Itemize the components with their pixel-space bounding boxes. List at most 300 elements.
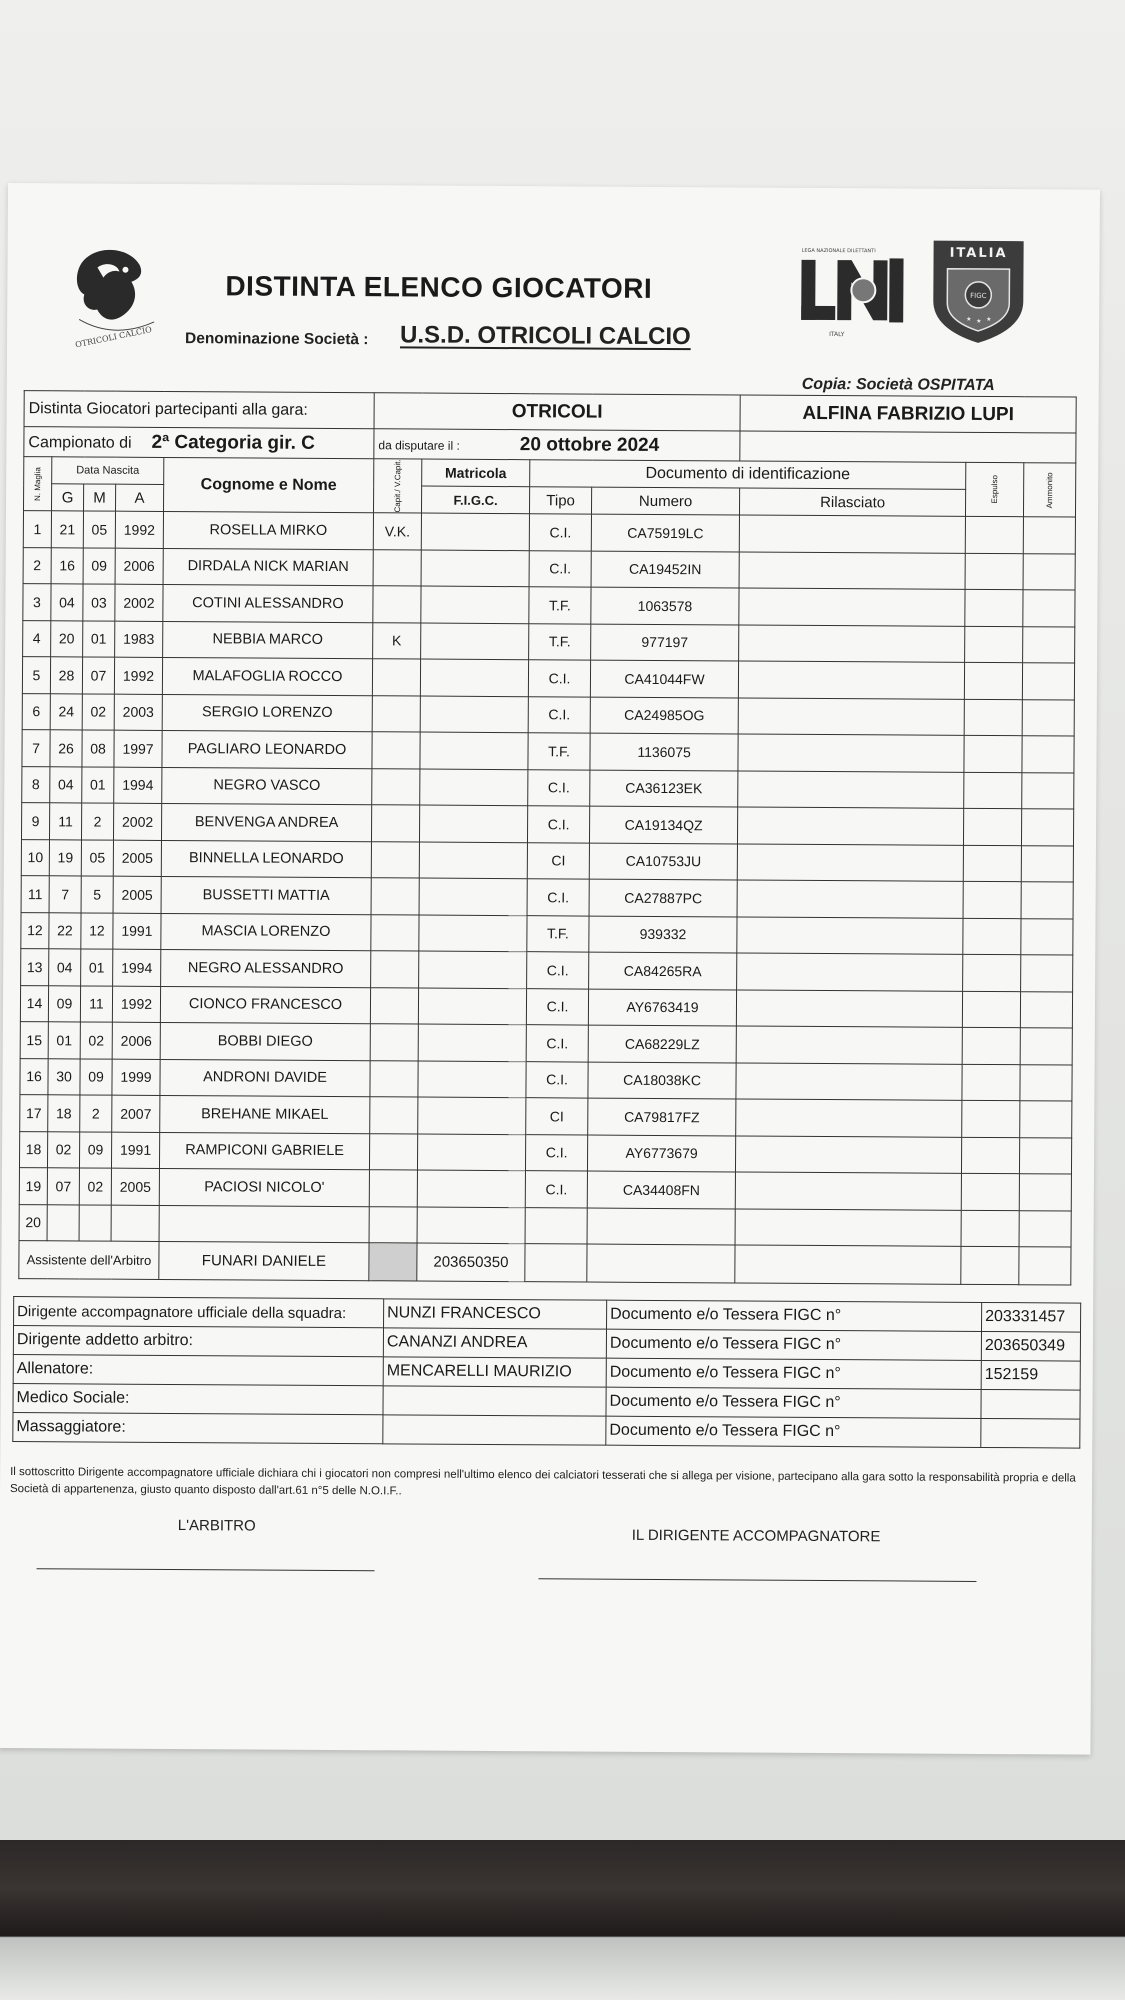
player-m-cell: 09: [80, 1059, 112, 1096]
player-tipo-cell: T.F.: [529, 623, 591, 660]
player-cap-cell: K: [373, 622, 421, 659]
player-amm-cell: [1022, 699, 1074, 736]
player-m-cell: 2: [80, 1095, 112, 1132]
player-esp-cell: [964, 772, 1022, 809]
player-g-cell: 18: [48, 1095, 80, 1132]
player-matricola-cell: [421, 513, 529, 550]
player-matricola-cell: [418, 1097, 526, 1134]
staff-doc-cell: 152159: [981, 1360, 1080, 1390]
player-cap-cell: [373, 586, 421, 623]
player-amm-cell: [1022, 663, 1074, 700]
player-amm-cell: [1019, 1210, 1071, 1247]
player-esp-cell: [963, 954, 1021, 991]
player-matricola-cell: [418, 988, 526, 1025]
player-numero-cell: 1063578: [591, 587, 739, 624]
staff-doc-label-cell: Documento e/o Tessera FIGC n°: [606, 1416, 981, 1447]
player-numero-cell: 1136075: [590, 733, 738, 770]
header-rilasciato: Rilasciato: [740, 488, 966, 516]
document-title: DISTINTA ELENCO GIOCATORI: [225, 270, 653, 304]
player-matricola-cell: [421, 586, 529, 623]
player-m-cell: 05: [81, 840, 113, 877]
player-rilasciato-cell: [739, 588, 965, 626]
header-matricola: Matricola: [422, 459, 530, 487]
player-nome-cell: COTINI ALESSANDRO: [163, 585, 373, 623]
player-esp-cell: [961, 1173, 1019, 1210]
player-esp-cell: [961, 1210, 1019, 1247]
player-a-cell: 2003: [114, 694, 162, 731]
player-esp-cell: [965, 589, 1023, 626]
player-tipo-cell: T.F.: [528, 733, 590, 770]
player-amm-cell: [1020, 1028, 1072, 1065]
player-esp-cell: [965, 626, 1023, 663]
player-tipo-cell: C.I.: [526, 1025, 588, 1062]
player-amm-cell: [1023, 590, 1075, 627]
player-matricola-cell: [418, 1061, 526, 1098]
arbitro-signature-line: [37, 1568, 375, 1571]
player-numero-cell: CA24985OG: [590, 697, 738, 734]
player-n-cell: 12: [21, 912, 49, 949]
player-g-cell: 7: [49, 876, 81, 913]
player-rilasciato-cell: [738, 698, 964, 736]
player-g-cell: 16: [51, 547, 83, 584]
player-numero-cell: CA36123EK: [590, 770, 738, 807]
player-a-cell: 2005: [113, 840, 161, 877]
staff-role-cell: Allenatore:: [13, 1355, 383, 1386]
player-tipo-cell: [525, 1207, 587, 1244]
staff-doc-cell: [981, 1389, 1080, 1419]
player-n-cell: 20: [19, 1204, 47, 1241]
player-m-cell: 01: [81, 949, 113, 986]
player-nome-cell: PAGLIARO LEONARDO: [162, 731, 372, 769]
staff-role-cell: Massaggiatore:: [13, 1413, 383, 1444]
player-amm-cell: [1020, 1064, 1072, 1101]
player-a-cell: 2007: [112, 1095, 160, 1132]
player-matricola-cell: [420, 696, 528, 733]
dirigente-signature-label: IL DIRIGENTE ACCOMPAGNATORE: [631, 1526, 881, 1546]
player-g-cell: 07: [47, 1168, 79, 1205]
gara-label: Distinta Giocatori partecipanti alla gara:: [24, 391, 374, 429]
svg-text:★: ★: [976, 318, 982, 325]
player-amm-cell: [1021, 882, 1073, 919]
player-g-cell: 28: [50, 657, 82, 694]
copia-label: Copia: Società OSPITATA: [801, 375, 995, 395]
player-cap-cell: [372, 695, 420, 732]
player-esp-cell: [962, 1100, 1020, 1137]
lnd-logo-subtext: LEGA NAZIONALE DILETTANTI: [801, 247, 876, 255]
player-nome-cell: ANDRONI DAVIDE: [160, 1059, 370, 1097]
player-nome-cell: SERGIO LORENZO: [162, 694, 372, 732]
player-matricola-cell: [419, 878, 527, 915]
player-tipo-cell: C.I.: [529, 550, 591, 587]
player-numero-cell: CA19134QZ: [590, 806, 738, 843]
player-matricola-cell: [417, 1207, 525, 1244]
player-rilasciato-cell: [739, 552, 965, 590]
header-cognome-nome: Cognome e Nome: [163, 457, 373, 512]
staff-row: [13, 1413, 1080, 1449]
header-figc: F.I.G.C.: [422, 486, 530, 514]
staff-role-cell: Dirigente addetto arbitro:: [13, 1326, 383, 1357]
player-m-cell: 01: [83, 621, 115, 658]
player-a-cell: 1994: [113, 949, 161, 986]
staff-rows: [13, 1297, 1081, 1449]
player-cap-cell: [372, 732, 420, 769]
player-tipo-cell: C.I.: [527, 952, 589, 989]
player-esp-cell: [965, 553, 1023, 590]
player-a-cell: 2006: [115, 548, 163, 585]
player-rilasciato-cell: [736, 1136, 962, 1174]
arbitro-signature-label: L'ARBITRO: [177, 1517, 256, 1535]
player-amm-cell: [1022, 736, 1074, 773]
player-amm-cell: [1021, 845, 1073, 882]
player-esp-cell: [963, 845, 1021, 882]
player-cap-cell: [371, 878, 419, 915]
player-numero-cell: CA68229LZ: [588, 1025, 736, 1062]
player-g-cell: 24: [50, 693, 82, 730]
staff-name-cell: NUNZI FRANCESCO: [384, 1299, 607, 1329]
staff-table: [12, 1296, 1081, 1449]
player-cap-cell: [371, 841, 419, 878]
player-m-cell: 09: [83, 548, 115, 585]
player-n-cell: 9: [21, 803, 49, 840]
player-n-cell: 2: [23, 547, 51, 584]
player-numero-cell: 977197: [591, 624, 739, 661]
club-logo-icon: [59, 239, 170, 350]
player-g-cell: 11: [49, 803, 81, 840]
player-rilasciato-cell: [738, 661, 964, 699]
player-rilasciato-cell: [736, 1099, 962, 1137]
data-label: da disputare il :: [378, 437, 460, 453]
player-esp-cell: [965, 516, 1023, 553]
player-tipo-cell: C.I.: [526, 988, 588, 1025]
player-cap-cell: [372, 768, 420, 805]
player-tipo-cell: T.F.: [527, 915, 589, 952]
staff-name-cell: CANANZI ANDREA: [383, 1328, 606, 1358]
player-a-cell: 1992: [115, 511, 163, 548]
player-numero-cell: CA41044FW: [590, 660, 738, 697]
player-g-cell: 22: [49, 912, 81, 949]
home-team: OTRICOLI: [374, 393, 740, 431]
staff-doc-label-cell: Documento e/o Tessera FIGC n°: [607, 1300, 982, 1331]
player-numero-cell: CA79817FZ: [588, 1098, 736, 1135]
disclaimer-note: Il sottoscritto Dirigente accompagnatore ufficiale dichiara chi i giocatori non compresi nell'ultimo elenco dei calciatori tesserati che si allega per visione, partecipano alla gara sotto la responsabilità propria e della Società di appartenenza, giusto quanto disposto dall'art.61 n°5 delle N.O.I.F..: [9, 1466, 1076, 1498]
player-rilasciato-cell: [738, 734, 964, 772]
campionato-label: Campionato di: [28, 433, 132, 452]
player-numero-cell: CA75919LC: [591, 514, 739, 551]
player-matricola-cell: [421, 623, 529, 660]
data-cell: [374, 429, 740, 461]
player-esp-cell: [962, 1027, 1020, 1064]
player-tipo-cell: C.I.: [525, 1171, 587, 1208]
campionato-value: 2ª Categoria gir. C: [151, 431, 315, 454]
player-cap-cell: [369, 1206, 417, 1243]
player-m-cell: 02: [82, 694, 114, 731]
player-n-cell: 15: [20, 1022, 48, 1059]
player-m-cell: 01: [82, 767, 114, 804]
campionato-cell: [24, 427, 374, 459]
player-a-cell: 2002: [115, 584, 163, 621]
player-rilasciato-cell: [736, 1063, 962, 1101]
player-g-cell: 09: [48, 985, 80, 1022]
player-tipo-cell: C.I.: [528, 696, 590, 733]
player-rilasciato-cell: [736, 990, 962, 1028]
staff-role-cell: Medico Sociale:: [13, 1384, 383, 1415]
player-tipo-cell: C.I.: [528, 806, 590, 843]
club-logo-text: OTRICOLI CALCIO: [74, 324, 153, 350]
player-nome-cell: MASCIA LORENZO: [161, 913, 371, 951]
player-g-cell: 04: [49, 949, 81, 986]
player-a-cell: 1994: [114, 767, 162, 804]
player-matricola-cell: [419, 915, 527, 952]
player-a-cell: 2002: [113, 803, 161, 840]
player-n-cell: 17: [20, 1095, 48, 1132]
player-amm-cell: [1021, 955, 1073, 992]
player-m-cell: 02: [80, 1022, 112, 1059]
header-ammonito: Ammonito: [1045, 471, 1055, 508]
player-a-cell: 1991: [113, 913, 161, 950]
player-cap-cell: [373, 549, 421, 586]
header-espulso: Espulso: [990, 475, 1000, 504]
player-cap-cell: [372, 805, 420, 842]
player-tipo-cell: C.I.: [528, 769, 590, 806]
player-amm-cell: [1019, 1174, 1071, 1211]
player-g-cell: 19: [49, 839, 81, 876]
staff-doc-cell: 203331457: [982, 1302, 1081, 1332]
player-nome-cell: BENVENGA ANDREA: [161, 804, 371, 842]
player-rows: [19, 511, 1076, 1247]
staff-doc-cell: 203650349: [981, 1331, 1080, 1361]
player-nome-cell: [159, 1205, 369, 1243]
player-matricola-cell: [420, 769, 528, 806]
player-tipo-cell: C.I.: [527, 879, 589, 916]
player-matricola-cell: [420, 659, 528, 696]
player-rilasciato-cell: [738, 807, 964, 845]
figc-italia-logo-icon: [929, 237, 1028, 348]
player-rilasciato-cell: [737, 844, 963, 882]
player-matricola-cell: [417, 1170, 525, 1207]
player-rilasciato-cell: [737, 880, 963, 918]
player-n-cell: 5: [22, 657, 50, 694]
player-g-cell: 04: [50, 766, 82, 803]
player-g-cell: 02: [47, 1131, 79, 1168]
header-n-maglia: N. Maglia: [33, 466, 43, 501]
player-esp-cell: [964, 699, 1022, 736]
player-amm-cell: [1022, 809, 1074, 846]
player-nome-cell: PACIOSI NICOLO': [159, 1169, 369, 1207]
player-n-cell: 6: [22, 693, 50, 730]
player-esp-cell: [962, 1064, 1020, 1101]
player-amm-cell: [1020, 1101, 1072, 1138]
player-a-cell: 1992: [112, 986, 160, 1023]
player-esp-cell: [963, 918, 1021, 955]
player-n-cell: 13: [21, 949, 49, 986]
assistente-matricola: 203650350: [417, 1243, 525, 1282]
player-cap-cell: [370, 1133, 418, 1170]
player-tipo-cell: C.I.: [526, 1061, 588, 1098]
player-esp-cell: [962, 1137, 1020, 1174]
player-m-cell: 05: [83, 511, 115, 548]
player-matricola-cell: [418, 1134, 526, 1171]
player-g-cell: 30: [48, 1058, 80, 1095]
player-esp-cell: [964, 735, 1022, 772]
staff-doc-label-cell: Documento e/o Tessera FIGC n°: [606, 1329, 981, 1360]
data-value: 20 ottobre 2024: [519, 433, 660, 456]
player-nome-cell: RAMPICONI GABRIELE: [159, 1132, 369, 1170]
header-a: A: [115, 484, 163, 511]
player-cap-cell: [370, 1024, 418, 1061]
player-nome-cell: NEGRO VASCO: [162, 767, 372, 805]
player-n-cell: 14: [20, 985, 48, 1022]
svg-text:★: ★: [966, 316, 972, 323]
player-nome-cell: MALAFOGLIA ROCCO: [162, 658, 372, 696]
player-m-cell: [79, 1205, 111, 1242]
player-cap-cell: [372, 659, 420, 696]
staff-doc-label-cell: Documento e/o Tessera FIGC n°: [606, 1358, 981, 1389]
player-rilasciato-cell: [739, 515, 965, 553]
player-nome-cell: ROSELLA MIRKO: [163, 512, 373, 550]
player-rilasciato-cell: [737, 917, 963, 955]
player-cap-cell: [371, 914, 419, 951]
header-numero: Numero: [592, 487, 740, 515]
player-numero-cell: [587, 1208, 735, 1245]
staff-doc-label-cell: Documento e/o Tessera FIGC n°: [606, 1387, 981, 1418]
player-g-cell: 01: [48, 1022, 80, 1059]
player-rilasciato-cell: [739, 625, 965, 663]
player-numero-cell: CA34408FN: [587, 1171, 735, 1208]
player-n-cell: 16: [20, 1058, 48, 1095]
player-m-cell: 09: [79, 1132, 111, 1169]
player-nome-cell: NEBBIA MARCO: [163, 621, 373, 659]
header-m: M: [83, 484, 115, 511]
staff-role-cell: Dirigente accompagnatore ufficiale della squadra:: [14, 1297, 384, 1328]
document-sheet: [0, 183, 1100, 1755]
player-tipo-cell: CI: [527, 842, 589, 879]
player-a-cell: 1999: [112, 1059, 160, 1096]
player-numero-cell: 939332: [589, 916, 737, 953]
player-g-cell: 20: [51, 620, 83, 657]
header-documento: Documento di identificazione: [530, 460, 966, 490]
player-esp-cell: [964, 808, 1022, 845]
assistente-label: Assistente dell'Arbitro: [19, 1241, 159, 1280]
player-a-cell: 1997: [114, 730, 162, 767]
player-rilasciato-cell: [735, 1209, 961, 1247]
player-m-cell: 03: [83, 584, 115, 621]
staff-name-cell: [383, 1386, 606, 1416]
player-rilasciato-cell: [736, 1026, 962, 1064]
player-m-cell: 12: [81, 913, 113, 950]
player-g-cell: 21: [51, 511, 83, 548]
player-cap-cell: V.K.: [373, 513, 421, 550]
player-numero-cell: AY6763419: [588, 989, 736, 1026]
player-matricola-cell: [420, 805, 528, 842]
dirigente-signature-line: [538, 1578, 976, 1582]
away-team: ALFINA FABRIZIO LUPI: [740, 395, 1076, 433]
staff-name-cell: [383, 1415, 606, 1445]
player-amm-cell: [1022, 772, 1074, 809]
player-amm-cell: [1021, 918, 1073, 955]
player-amm-cell: [1023, 517, 1075, 554]
player-nome-cell: CIONCO FRANCESCO: [160, 986, 370, 1024]
background-desk: [0, 1840, 1125, 2000]
player-numero-cell: CA84265RA: [589, 952, 737, 989]
assistente-nome: FUNARI DANIELE: [159, 1242, 369, 1281]
player-nome-cell: NEGRO ALESSANDRO: [161, 950, 371, 988]
player-numero-cell: CA10753JU: [589, 843, 737, 880]
player-matricola-cell: [418, 1024, 526, 1061]
player-numero-cell: CA27887PC: [589, 879, 737, 916]
player-tipo-cell: C.I.: [529, 514, 591, 551]
player-g-cell: 26: [50, 730, 82, 767]
player-n-cell: 1: [23, 511, 51, 548]
player-a-cell: [111, 1205, 159, 1242]
player-a-cell: 2005: [111, 1168, 159, 1205]
player-esp-cell: [962, 991, 1020, 1028]
player-amm-cell: [1023, 626, 1075, 663]
player-tipo-cell: T.F.: [529, 587, 591, 624]
player-nome-cell: BREHANE MIKAEL: [160, 1096, 370, 1134]
player-nome-cell: BOBBI DIEGO: [160, 1023, 370, 1061]
roster-table: [18, 390, 1076, 1285]
staff-doc-cell: [981, 1418, 1080, 1448]
player-n-cell: 18: [19, 1131, 47, 1168]
player-a-cell: 1991: [111, 1132, 159, 1169]
player-cap-cell: [370, 987, 418, 1024]
player-tipo-cell: C.I.: [526, 1134, 588, 1171]
player-n-cell: 7: [22, 730, 50, 767]
figc-logo-text: FIGC: [970, 291, 987, 300]
italia-logo-text: ITALIA: [949, 245, 1008, 262]
lnd-logo-icon: [789, 240, 915, 349]
player-m-cell: 5: [81, 876, 113, 913]
player-a-cell: 1992: [114, 657, 162, 694]
player-matricola-cell: [421, 550, 529, 587]
player-numero-cell: CA19452IN: [591, 551, 739, 588]
player-n-cell: 4: [23, 620, 51, 657]
player-rilasciato-cell: [735, 1172, 961, 1210]
player-cap-cell: [370, 1097, 418, 1134]
player-numero-cell: CA18038KC: [588, 1062, 736, 1099]
header-g: G: [51, 484, 83, 511]
player-esp-cell: [964, 662, 1022, 699]
player-amm-cell: [1020, 991, 1072, 1028]
player-cap-cell: [370, 1060, 418, 1097]
player-m-cell: 07: [82, 657, 114, 694]
lnd-logo-italy: ITALY: [829, 331, 845, 339]
player-esp-cell: [963, 881, 1021, 918]
header-data-nascita: Data Nascita: [52, 457, 164, 485]
player-nome-cell: DIRDALA NICK MARIAN: [163, 548, 373, 586]
player-m-cell: 11: [80, 986, 112, 1023]
staff-name-cell: MENCARELLI MAURIZIO: [383, 1357, 606, 1387]
player-amm-cell: [1023, 553, 1075, 590]
societa-value: U.S.D. OTRICOLI CALCIO: [399, 321, 691, 351]
player-m-cell: 2: [81, 803, 113, 840]
player-nome-cell: BUSSETTI MATTIA: [161, 877, 371, 915]
player-rilasciato-cell: [737, 953, 963, 991]
player-matricola-cell: [419, 842, 527, 879]
header-tipo: Tipo: [530, 487, 592, 514]
player-matricola-cell: [420, 732, 528, 769]
svg-text:★: ★: [986, 316, 992, 324]
player-n-cell: 10: [21, 839, 49, 876]
player-g-cell: 04: [51, 584, 83, 621]
societa-label: Denominazione Società :: [185, 330, 369, 349]
player-m-cell: 08: [82, 730, 114, 767]
player-n-cell: 19: [19, 1168, 47, 1205]
player-a-cell: 2005: [113, 876, 161, 913]
player-a-cell: 1983: [115, 621, 163, 658]
player-a-cell: 2006: [112, 1022, 160, 1059]
player-matricola-cell: [419, 951, 527, 988]
